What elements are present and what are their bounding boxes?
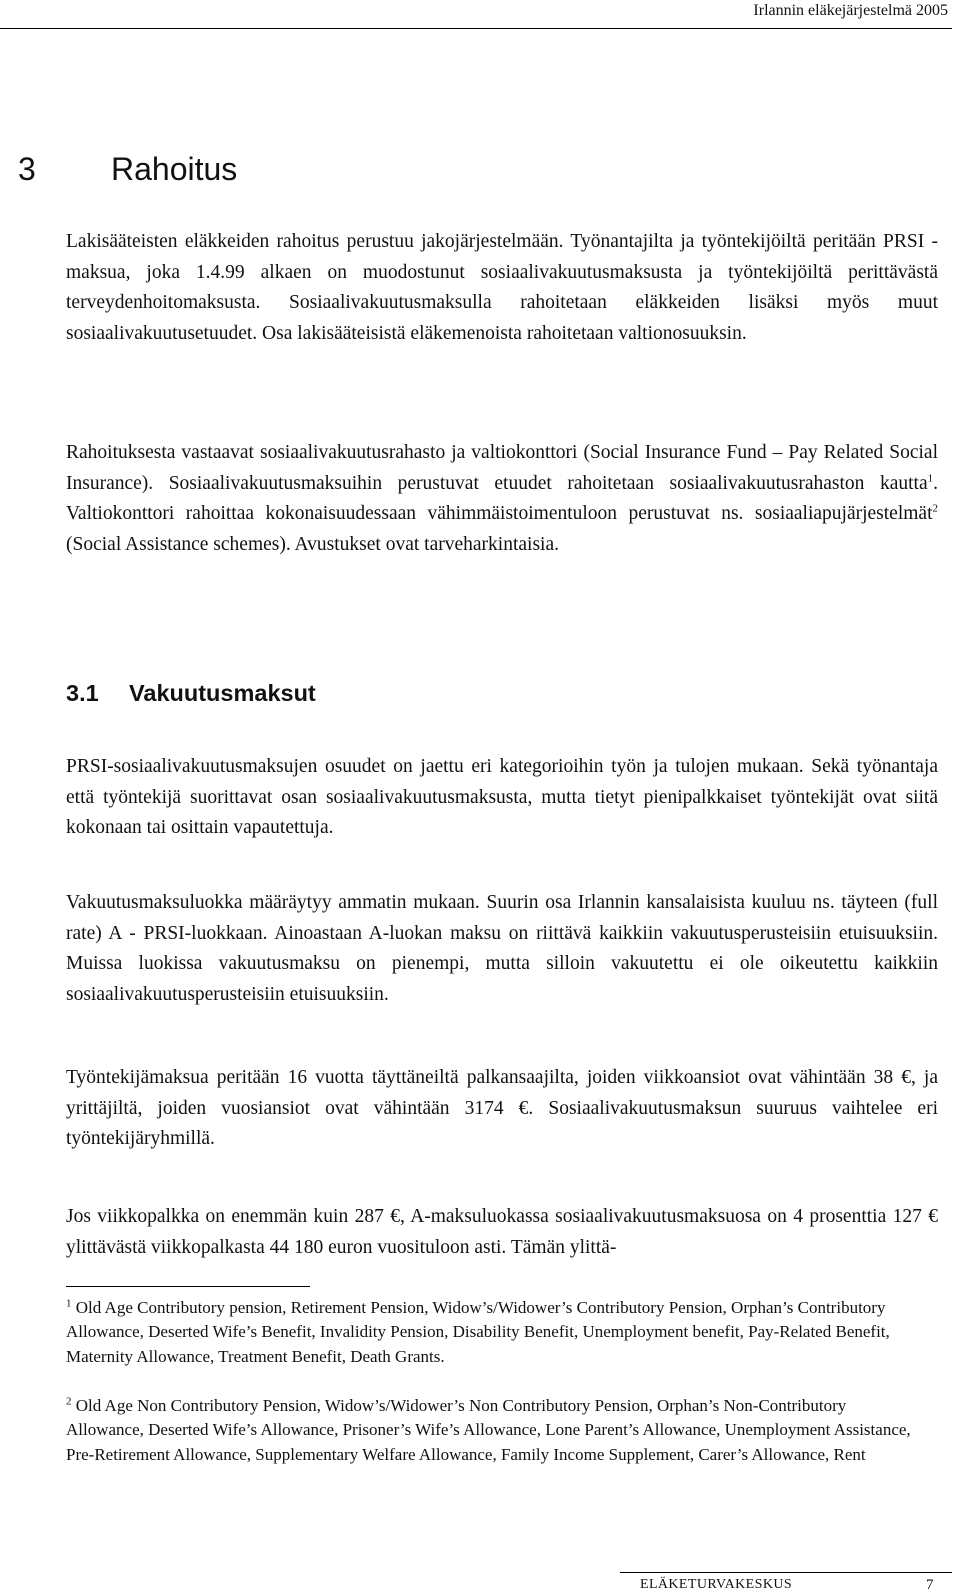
subsection-title: Vakuutusmaksut bbox=[129, 680, 316, 706]
section-number: 3 bbox=[18, 151, 36, 187]
paragraph-sub-3: Työntekijämaksua peritään 16 vuotta täyttäneiltä palkansaajilta, joiden viikkoansiot ovat vähintään 38 €, ja yrittäjiltä, joiden vuosiansiot ovat vähintään 3174 €. Sosiaalivakuutusmaksun suuruus vaihtelee eri työntekijäryhmillä. bbox=[66, 1067, 938, 1150]
footnote-1-text: Old Age Contributory pension, Retirement Pension, Widow’s/Widower’s Contributory Pension, Orphan’s Contributory Allowance, Deserted Wife’s Benefit, Invalidity Pension, Disability Benefit, Unemployment benefit, Pay-Related Benefit, Maternity Allowance, Treatment Benefit, Death Grants. bbox=[66, 1298, 890, 1366]
footer-rule bbox=[620, 1572, 952, 1573]
page-number: 7 bbox=[926, 1577, 934, 1593]
footnote-separator bbox=[66, 1286, 310, 1287]
paragraph-sub-2: Vakuutusmaksuluokka määräytyy ammatin mukaan. Suurin osa Irlannin kansalaisista kuuluu ns. täyteen (full rate) A - PRSI-luokkaan. Ainoastaan A-luokan maksu on riittävä kaikkiin vakuutusperusteisiin etuisuuksiin. Muissa luokissa vakuutusmaksu on pienempi, mutta silloin vakuutettu ei ole oikeutettu kaikkiin sosiaalivakuutusperusteisiin etuisuuksiin. bbox=[66, 892, 938, 1005]
footer-organization: ELÄKETURVAKESKUS bbox=[640, 1577, 793, 1592]
section-title: Rahoitus bbox=[111, 151, 238, 187]
paragraph-intro-2-part3: (Social Assistance schemes). Avustukset ovat tarveharkintaisia. bbox=[66, 533, 559, 555]
paragraph-intro-2 bbox=[66, 438, 938, 560]
paragraph-sub-4: Jos viikkopalkka on enemmän kuin 287 €, A-maksuluokassa sosiaalivakuutusmaksuosa on 4 prosenttia 127 € ylittävästä viikkopalkasta 44 180 euron vuosituloon asti. Tämän ylittä- bbox=[66, 1206, 938, 1258]
footnote-2-text: Old Age Non Contributory Pension, Widow’s/Widower’s Non Contributory Pension, Orphan’s Non-Contributory Allowance, Deserted Wife’s Allowance, Prisoner’s Wife’s Allowance, Lone Parent’s Allowance, Unemployment Assistance, Pre-Retirement Allowance, Supplementary Welfare Allowance, Family Income Supplement, Carer’s Allowance, Rent bbox=[66, 1396, 911, 1464]
footnote-1 bbox=[66, 1296, 926, 1369]
running-header bbox=[0, 0, 952, 29]
paragraph-intro-2-part1: Rahoituksesta vastaavat sosiaalivakuutusrahasto ja valtiokonttori (Social Insurance Fund – Pay Related Social Insurance). Sosiaalivakuutusmaksuihin perustuvat etuudet rahoitetaan sosiaalivakuutusrahaston kautta bbox=[66, 442, 938, 494]
paragraph-intro-2-part2: . Valtiokonttori rahoittaa kokonaisuudessaan vähimmäistoimentuloon perustuvat ns. sosiaaliapujärjestelmät bbox=[66, 472, 938, 525]
paragraph-intro-1: Lakisääteisten eläkkeiden rahoitus perustuu jakojärjestelmään. Työnantajilta ja työntekijöiltä peritään PRSI -maksua, joka 1.4.99 alkaen on muodostunut sosiaalivakuutusmaksusta ja työntekijöiltä perittävästä terveydenhoitomaksusta. Sosiaalivakuutusmaksulla rahoitetaan eläkkeiden lisäksi myös muut sosiaalivakuutusetuudet. Osa lakisääteisistä eläkemenoista rahoitetaan valtionosuuksin. bbox=[66, 231, 938, 344]
running-title: Irlannin eläkejärjestelmä 2005 bbox=[753, 2, 948, 19]
footnote-ref-1[interactable]: 1 bbox=[927, 472, 934, 485]
subsection-heading bbox=[66, 676, 316, 710]
section-heading bbox=[18, 148, 237, 190]
footnote-2 bbox=[66, 1394, 926, 1467]
footnote-ref-2[interactable]: 2 bbox=[932, 502, 938, 515]
footnote-2-marker: 2 bbox=[66, 1395, 72, 1408]
subsection-number: 3.1 bbox=[66, 680, 99, 706]
paragraph-sub-1: PRSI-sosiaalivakuutusmaksujen osuudet on jaettu eri kategorioihin työn ja tulojen mukaan. Sekä työnantaja että työntekijä suorittavat osan sosiaalivakuutusmaksusta, mutta tietyt pienipalkkaiset työntekijät ovat siitä kokonaan tai osittain vapautettuja. bbox=[66, 756, 938, 839]
footnote-1-marker: 1 bbox=[66, 1297, 72, 1310]
